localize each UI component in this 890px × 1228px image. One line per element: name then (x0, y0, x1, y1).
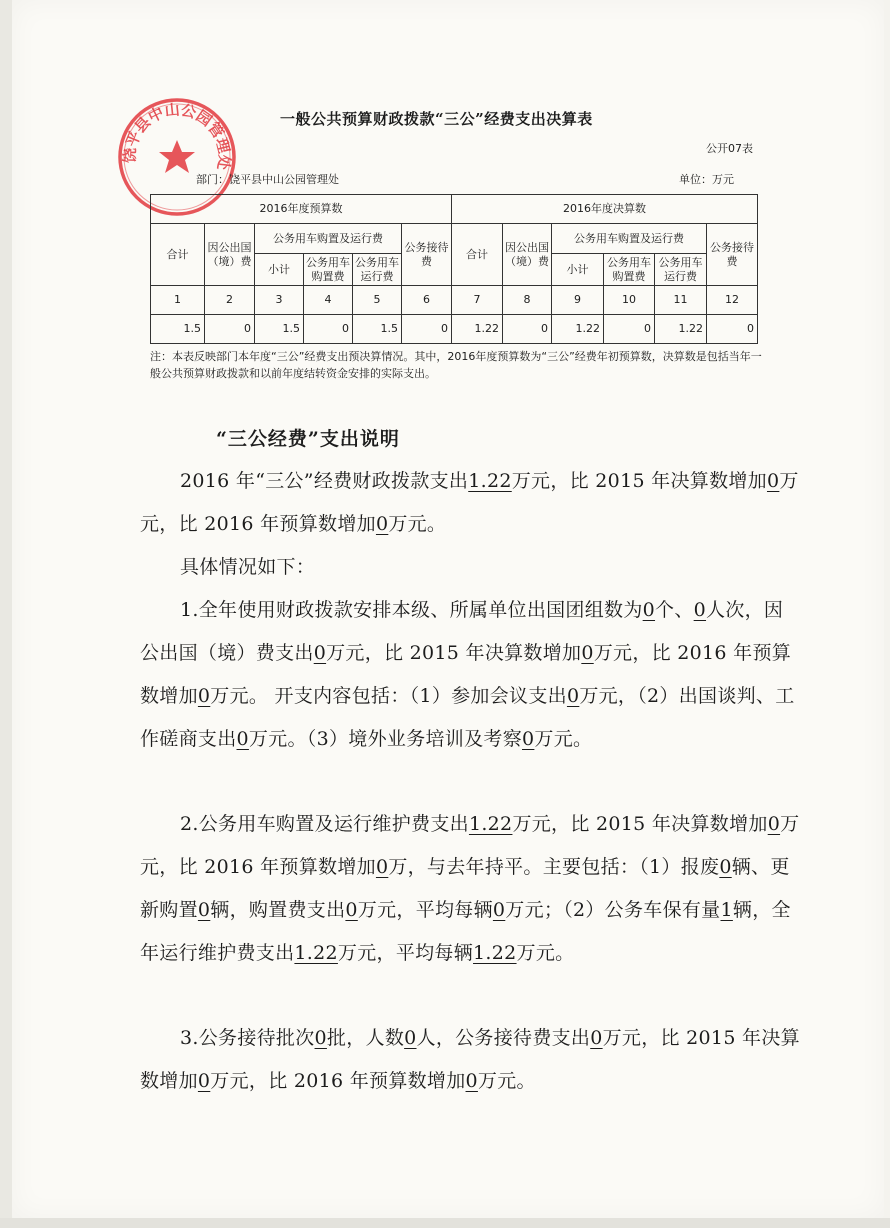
text: 万元，比 2016 年预算数增加 (140, 470, 799, 535)
text: 辆，全年运行维护费支出 (140, 899, 791, 964)
header-vehicle-run: 公务用车运行费 (353, 254, 402, 286)
form-code: 公开07表 (706, 142, 753, 155)
col-number: 1 (151, 286, 205, 315)
value: 0 (404, 1027, 417, 1049)
col-number: 5 (353, 286, 402, 315)
three-public-expense-table (150, 194, 758, 344)
value: 0 (465, 1070, 478, 1092)
text: 万元。（3）境外业务培训及考察 (248, 728, 522, 750)
header-reception: 公务接待费 (707, 224, 758, 286)
col-number: 12 (707, 286, 758, 315)
header-vehicle-group: 公务用车购置及运行费 (255, 224, 402, 254)
text: 1.全年使用财政拨款安排本级、所属单位出国团组数为 (180, 599, 643, 621)
text: 个、 (655, 599, 694, 621)
explanation-paragraph-vehicle (140, 803, 800, 975)
explanation-paragraph-abroad (140, 589, 800, 761)
text: 万元，平均每辆 (357, 899, 493, 921)
header-reception: 公务接待费 (402, 224, 452, 286)
scan-bottom-edge (0, 1218, 890, 1228)
value-cell: 0 (707, 315, 758, 344)
value-cell: 1.22 (552, 315, 604, 344)
explanation-title: “三公经费”支出说明 (216, 428, 400, 450)
value: 0 (314, 1027, 327, 1049)
value: 0 (492, 899, 506, 921)
explanation-paragraph-1 (140, 460, 800, 546)
text: 万，与去年持平。主要包括：（1）报废 (388, 856, 720, 878)
col-number: 11 (655, 286, 707, 315)
text: 万元。 (388, 513, 447, 535)
col-number: 3 (255, 286, 304, 315)
value-cell: 0 (205, 315, 255, 344)
value: 0 (693, 599, 707, 621)
text: 2.公务用车购置及运行维护费支出 (180, 813, 469, 835)
header-vehicle-run: 公务用车运行费 (655, 254, 707, 286)
value: 0 (375, 856, 389, 878)
explanation-paragraph-reception (140, 1017, 800, 1103)
col-number: 4 (304, 286, 353, 315)
value: 0 (522, 728, 535, 750)
header-vehicle-buy: 公务用车购置费 (604, 254, 655, 286)
value: 0 (375, 513, 389, 535)
value: 0 (197, 685, 211, 707)
text: 万元。 (516, 942, 575, 964)
value-cell: 0 (402, 315, 452, 344)
col-number: 10 (604, 286, 655, 315)
value-cell: 1.5 (353, 315, 402, 344)
header-abroad: 因公出国（境）费 (205, 224, 255, 286)
budget-header: 2016年度预算数 (151, 195, 452, 224)
svg-text:饶平县中山公园管理处: 饶平县中山公园管理处 (120, 100, 234, 171)
text: 万元，比 2015 年决算数增加 (511, 470, 767, 492)
value: 1.22 (294, 942, 338, 964)
text: 具体情况如下： (180, 556, 316, 578)
value-cell: 1.22 (655, 315, 707, 344)
text: 万元，平均每辆 (337, 942, 474, 964)
text: 万元，比 2016 年预算数增加 (140, 642, 792, 707)
text: 2016 年“三公”经费财政拨款支出 (180, 470, 469, 492)
value: 0 (766, 470, 780, 492)
explanation-paragraph-2 (140, 546, 800, 589)
header-vehicle-group: 公务用车购置及运行费 (552, 224, 707, 254)
text: 人次，因公出国（境）费支出 (140, 599, 784, 664)
value: 0 (313, 642, 327, 664)
value: 0 (197, 899, 211, 921)
header-total: 合计 (151, 224, 205, 286)
text: 万元，比 2016 年预算数增加 (140, 813, 800, 878)
value-cell: 1.5 (255, 315, 304, 344)
value: 1.22 (468, 470, 512, 492)
text: 人，公务接待费支出 (416, 1027, 591, 1049)
header-subtotal: 小计 (552, 254, 604, 286)
value: 1 (720, 899, 733, 921)
text: 万元；（2）公务车保有量 (505, 899, 721, 921)
col-number: 2 (205, 286, 255, 315)
text: 万元。 开支内容包括：（1）参加会议支出 (210, 685, 567, 707)
table-title: 一般公共预算财政拨款“三公”经费支出决算表 (280, 110, 593, 128)
header-vehicle-buy: 公务用车购置费 (304, 254, 353, 286)
value-cell: 0 (304, 315, 353, 344)
col-number: 7 (452, 286, 503, 315)
value-cell: 0 (503, 315, 552, 344)
text: 万元。 (534, 728, 593, 750)
value: 0 (236, 728, 249, 750)
text: 辆，购置费支出 (210, 899, 346, 921)
text: 万元，比 2015 年决算数增加 (140, 1027, 800, 1092)
value: 0 (642, 599, 656, 621)
value: 0 (197, 1070, 211, 1092)
final-header: 2016年度决算数 (452, 195, 758, 224)
text: 万元，（2）出国谈判、工作磋商支出 (140, 685, 795, 750)
value: 0 (590, 1027, 603, 1049)
text: 3.公务接待批次 (180, 1027, 315, 1049)
col-number: 8 (503, 286, 552, 315)
col-number: 6 (402, 286, 452, 315)
value: 0 (719, 856, 732, 878)
text: 万元。 (477, 1070, 536, 1092)
value-cell: 0 (604, 315, 655, 344)
text: 万元，比 2015 年决算数增加 (326, 642, 582, 664)
value-cell: 1.22 (452, 315, 503, 344)
table-note: 注：本表反映部门本年度“三公”经费支出预决算情况。其中，2016年度预算数为“三公”经费年初预算数，决算数是包括当年一般公共预算财政拨款和以前年度结转资金安排的实际支出。 (150, 350, 762, 380)
value: 1.22 (473, 942, 517, 964)
header-subtotal: 小计 (255, 254, 304, 286)
header-total: 合计 (452, 224, 503, 286)
text: 万元，比 2015 年决算数增加 (512, 813, 768, 835)
value: 0 (566, 685, 580, 707)
text: 万元，比 2016 年预算数增加 (210, 1070, 466, 1092)
col-number: 9 (552, 286, 604, 315)
scan-left-edge (0, 0, 12, 1228)
value: 0 (345, 899, 358, 921)
text: 批，人数 (326, 1027, 405, 1049)
value: 0 (767, 813, 781, 835)
department-label: 部门：饶平县中山公园管理处 (196, 173, 339, 186)
header-abroad: 因公出国（境）费 (503, 224, 552, 286)
text: 辆、更新购置 (140, 856, 790, 921)
value: 1.22 (468, 813, 513, 835)
value: 0 (581, 642, 594, 664)
value-cell: 1.5 (151, 315, 205, 344)
unit-label: 单位：万元 (679, 173, 734, 186)
